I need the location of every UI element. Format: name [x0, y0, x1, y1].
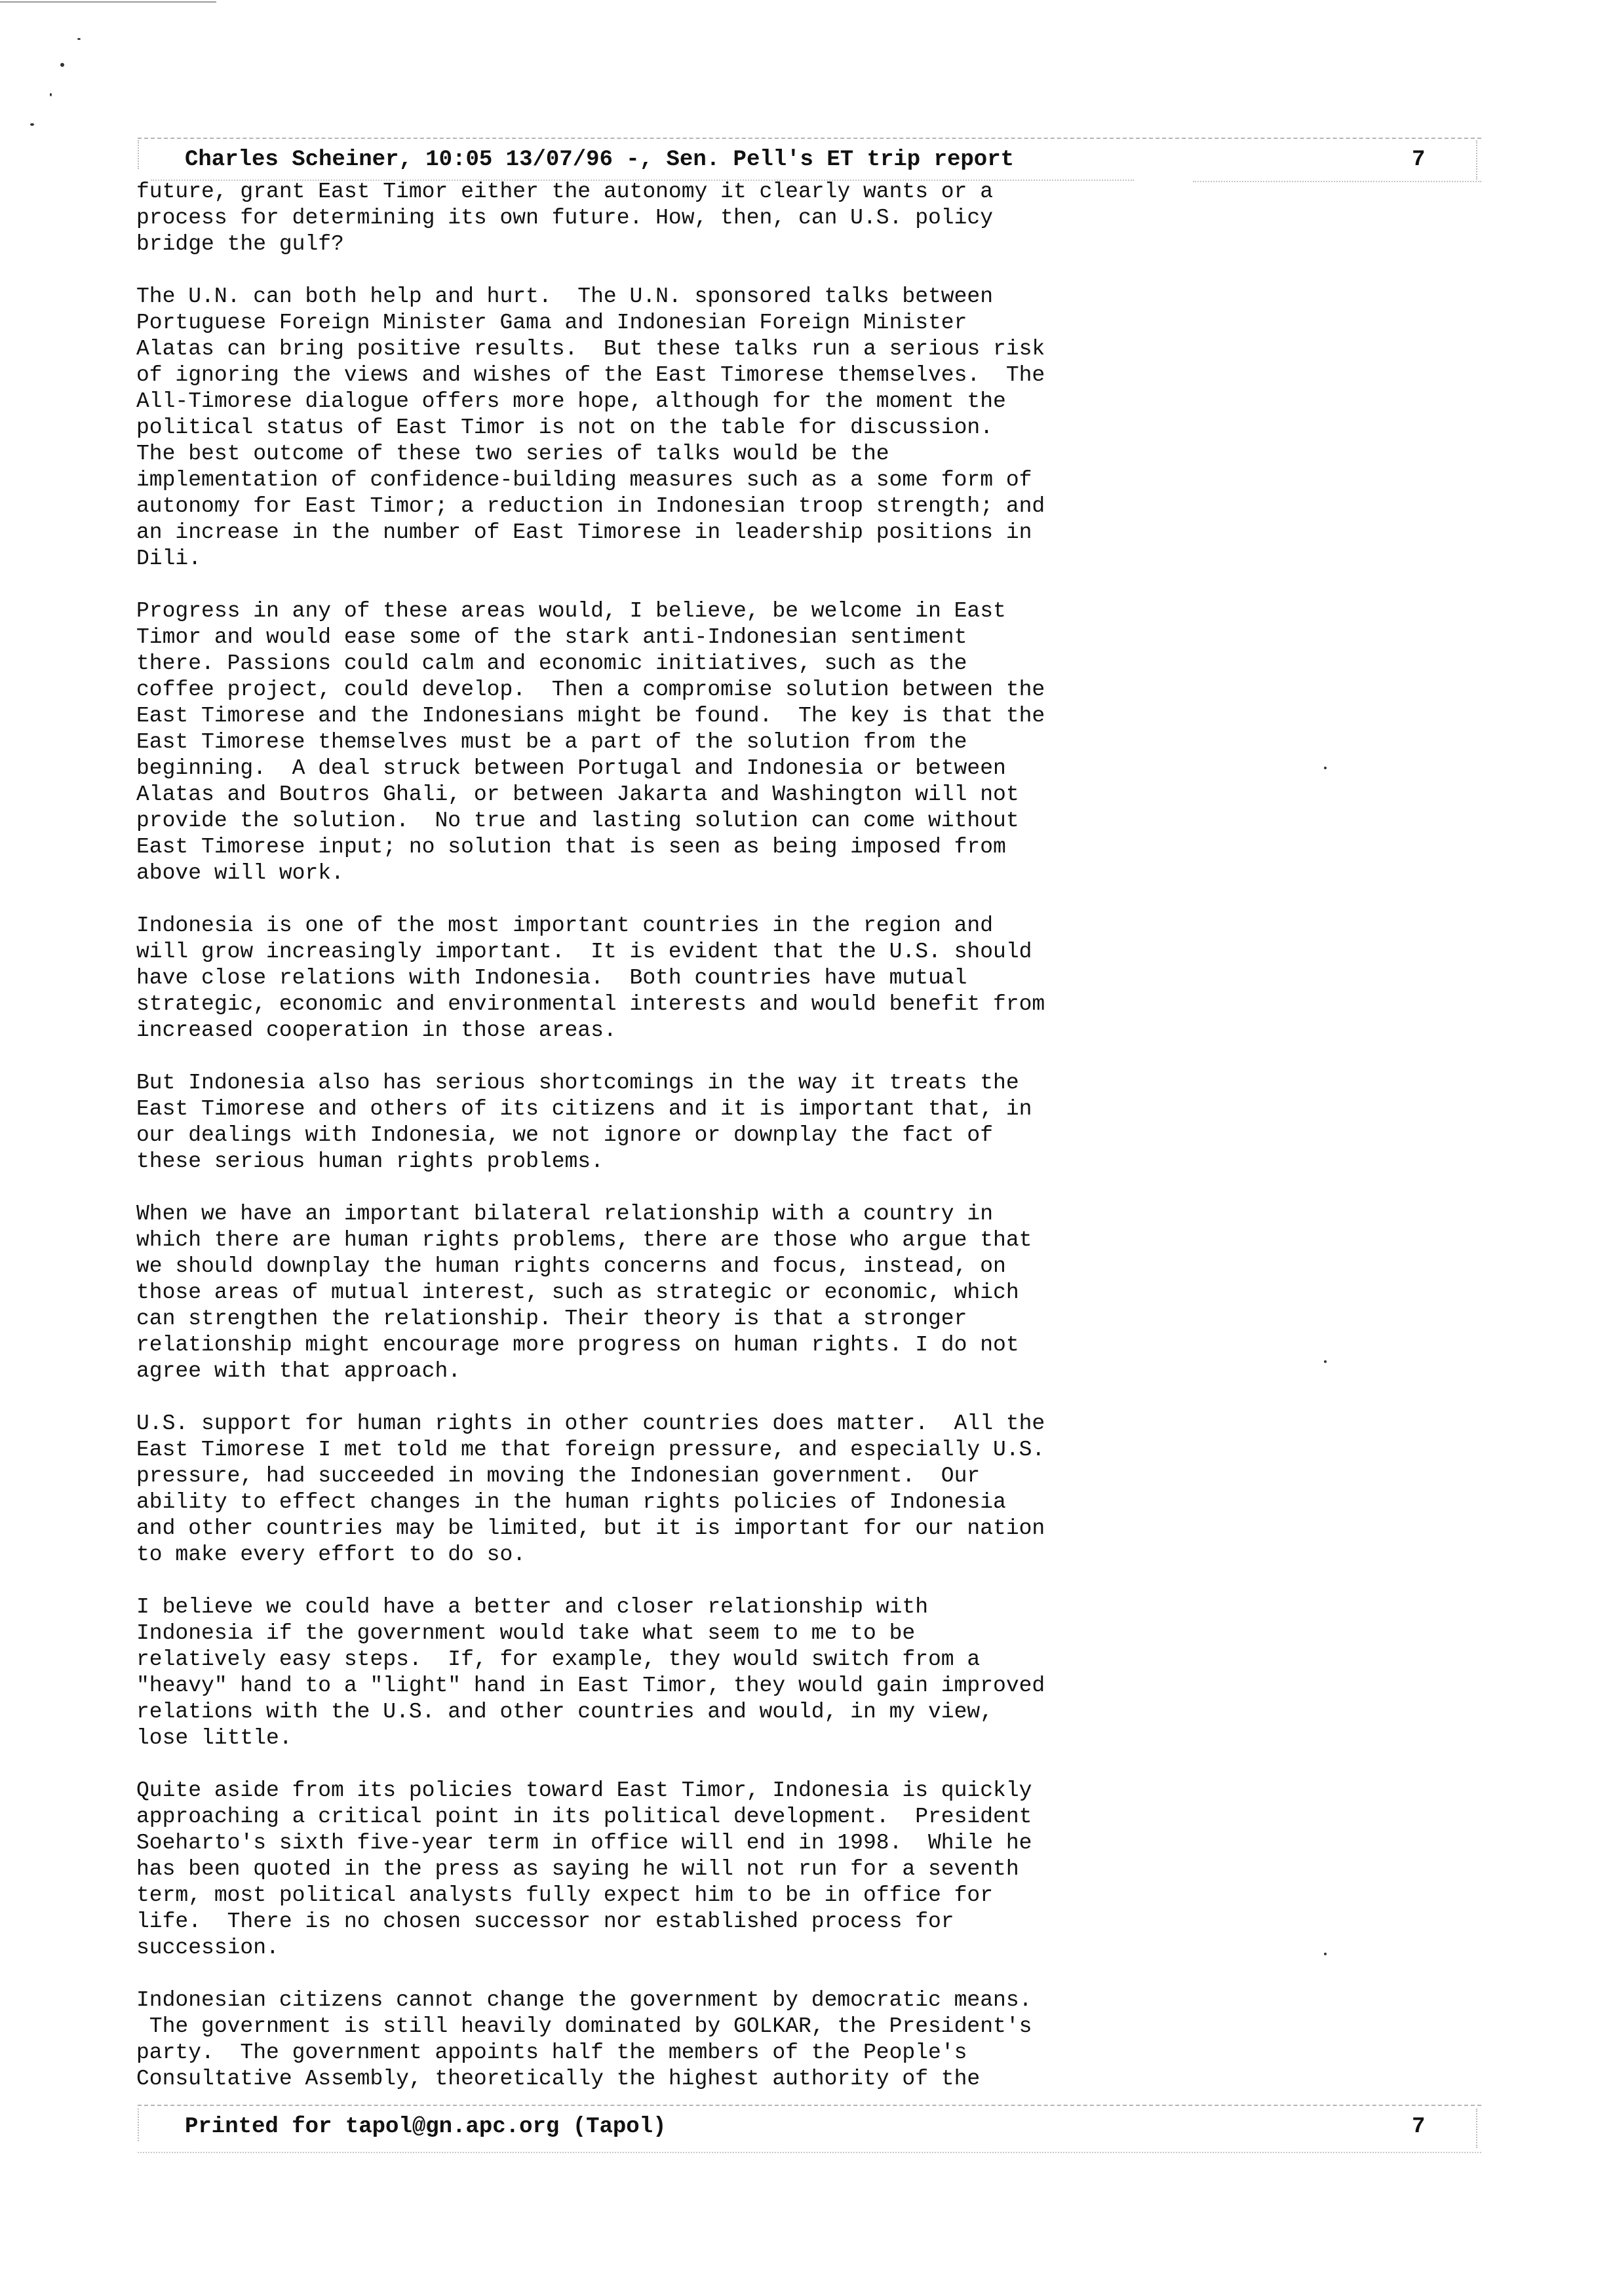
- header-right-tick: [1476, 140, 1477, 180]
- scan-speck: [60, 63, 64, 67]
- text-line: have close relations with Indonesia. Both countries have mutual: [136, 966, 967, 990]
- text-line: beginning. A deal struck between Portugal and Indonesia or between: [136, 756, 1006, 780]
- footer-left-tick: [138, 2109, 139, 2141]
- text-line: "heavy" hand to a "light" hand in East Timor, they would gain improved: [136, 1674, 1045, 1698]
- text-line: The best outcome of these two series of talks would be the: [136, 442, 889, 466]
- text-line: East Timorese and others of its citizens and it is important that, in: [136, 1097, 1032, 1121]
- text-line: Timor and would ease some of the stark anti-Indonesian sentiment: [136, 625, 967, 649]
- body-paragraph: [136, 284, 1382, 572]
- body-paragraph: [136, 1987, 1382, 2092]
- body-paragraph: [136, 1070, 1382, 1175]
- page-header-title: Charles Scheiner, 10:05 13/07/96 -, Sen. Pell's ET trip report: [185, 147, 1015, 172]
- text-line: to make every effort to do so.: [136, 1542, 526, 1567]
- text-line: ability to effect changes in the human rights policies of Indonesia: [136, 1490, 1006, 1514]
- header-top-rule: [138, 138, 1481, 139]
- footer-page-number: 7: [1412, 2114, 1426, 2139]
- text-line: agree with that approach.: [136, 1359, 461, 1383]
- body-paragraph: [136, 1594, 1382, 1751]
- scan-speck: [77, 38, 81, 40]
- text-line: our dealings with Indonesia, we not ignore or downplay the fact of: [136, 1123, 994, 1147]
- text-line: The government is still heavily dominated by GOLKAR, the President's: [136, 2014, 1032, 2038]
- text-line: When we have an important bilateral relationship with a country in: [136, 1202, 994, 1226]
- text-line: there. Passions could calm and economic initiatives, such as the: [136, 651, 967, 676]
- body-paragraph: [136, 913, 1382, 1044]
- text-line: East Timorese input; no solution that is seen as being imposed from: [136, 835, 1006, 859]
- text-line: those areas of mutual interest, such as strategic or economic, which: [136, 1280, 1019, 1305]
- text-line: has been quoted in the press as saying he will not run for a seventh: [136, 1857, 1019, 1881]
- body-paragraph: [136, 1411, 1382, 1568]
- text-line: Progress in any of these areas would, I believe, be welcome in East: [136, 599, 1006, 623]
- text-line: pressure, had succeeded in moving the Indonesian government. Our: [136, 1464, 981, 1488]
- text-line: East Timorese themselves must be a part of the solution from the: [136, 730, 967, 754]
- scan-speck: [50, 93, 52, 96]
- text-line: bridge the gulf?: [136, 232, 344, 256]
- text-line: and other countries may be limited, but it is important for our nation: [136, 1516, 1045, 1540]
- text-line: relationship might encourage more progress on human rights. I do not: [136, 1333, 1019, 1357]
- text-line: will grow increasingly important. It is evident that the U.S. should: [136, 940, 1032, 964]
- text-line: Indonesia is one of the most important countries in the region and: [136, 913, 994, 938]
- header-page-number: 7: [1412, 147, 1426, 172]
- text-line: Alatas and Boutros Ghali, or between Jakarta and Washington will not: [136, 782, 1019, 807]
- text-line: Indonesia if the government would take what seem to me to be: [136, 1621, 916, 1645]
- text-line: implementation of confidence-building measures such as a some form of: [136, 468, 1032, 492]
- text-line: Dili.: [136, 546, 202, 571]
- text-line: process for determining its own future. How, then, can U.S. policy: [136, 206, 994, 230]
- text-line: political status of East Timor is not on the table for discussion.: [136, 415, 994, 440]
- scan-edge-line: [0, 1, 216, 3]
- text-line: we should downplay the human rights concerns and focus, instead, on: [136, 1254, 1006, 1278]
- text-line: relations with the U.S. and other countries and would, in my view,: [136, 1700, 994, 1724]
- text-line: The U.N. can both help and hurt. The U.N. sponsored talks between: [136, 284, 994, 309]
- text-line: strategic, economic and environmental interests and would benefit from: [136, 992, 1045, 1016]
- text-line: above will work.: [136, 861, 344, 885]
- text-line: Portuguese Foreign Minister Gama and Indonesian Foreign Minister: [136, 311, 967, 335]
- text-line: autonomy for East Timor; a reduction in Indonesian troop strength; and: [136, 494, 1045, 518]
- text-line: party. The government appoints half the members of the People's: [136, 2040, 967, 2065]
- text-line: coffee project, could develop. Then a compromise solution between the: [136, 678, 1045, 702]
- text-line: of ignoring the views and wishes of the East Timorese themselves. The: [136, 363, 1045, 387]
- text-line: term, most political analysts fully expect him to be in office for: [136, 1883, 994, 1907]
- scan-speck: [30, 123, 34, 126]
- text-line: which there are human rights problems, there are those who argue that: [136, 1228, 1032, 1252]
- text-line: provide the solution. No true and lasting solution can come without: [136, 809, 1019, 833]
- footer-right-tick: [1476, 2109, 1477, 2148]
- text-line: I believe we could have a better and closer relationship with: [136, 1595, 928, 1619]
- text-line: relatively easy steps. If, for example, they would switch from a: [136, 1647, 981, 1672]
- text-line: U.S. support for human rights in other countries does matter. All the: [136, 1411, 1045, 1436]
- text-line: life. There is no chosen successor nor established process for: [136, 1909, 954, 1934]
- page-footer-printed-for: Printed for tapol@gn.apc.org (Tapol): [185, 2114, 667, 2139]
- body-paragraph: [136, 598, 1382, 887]
- text-line: succession.: [136, 1936, 279, 1960]
- text-line: Alatas can bring positive results. But these talks run a serious risk: [136, 337, 1045, 361]
- text-line: future, grant East Timor either the autonomy it clearly wants or a: [136, 180, 994, 204]
- text-line: All-Timorese dialogue offers more hope, although for the moment the: [136, 389, 1006, 413]
- text-line: East Timorese I met told me that foreign pressure, and especially U.S.: [136, 1438, 1045, 1462]
- text-line: can strengthen the relationship. Their theory is that a stronger: [136, 1307, 967, 1331]
- footer-top-rule: [138, 2105, 1481, 2106]
- text-line: But Indonesia also has serious shortcomings in the way it treats the: [136, 1071, 1019, 1095]
- body-paragraph: [136, 1778, 1382, 1961]
- text-line: lose little.: [136, 1726, 292, 1750]
- body-paragraph: [136, 179, 1382, 258]
- text-line: Indonesian citizens cannot change the government by democratic means.: [136, 1988, 1032, 2012]
- body-paragraph: [136, 1201, 1382, 1385]
- text-line: Soeharto's sixth five-year term in office will end in 1998. While he: [136, 1831, 1032, 1855]
- text-line: Quite aside from its policies toward East Timor, Indonesia is quickly: [136, 1778, 1032, 1803]
- text-line: East Timorese and the Indonesians might be found. The key is that the: [136, 704, 1045, 728]
- text-line: an increase in the number of East Timorese in leadership positions in: [136, 520, 1032, 545]
- text-line: these serious human rights problems.: [136, 1149, 604, 1174]
- text-line: Consultative Assembly, theoretically the highest authority of the: [136, 2067, 981, 2091]
- text-line: increased cooperation in those areas.: [136, 1018, 617, 1043]
- text-line: approaching a critical point in its political development. President: [136, 1805, 1032, 1829]
- footer-bottom-rule: [138, 2152, 1481, 2153]
- header-left-tick: [138, 140, 139, 169]
- document-body: [136, 179, 1382, 2118]
